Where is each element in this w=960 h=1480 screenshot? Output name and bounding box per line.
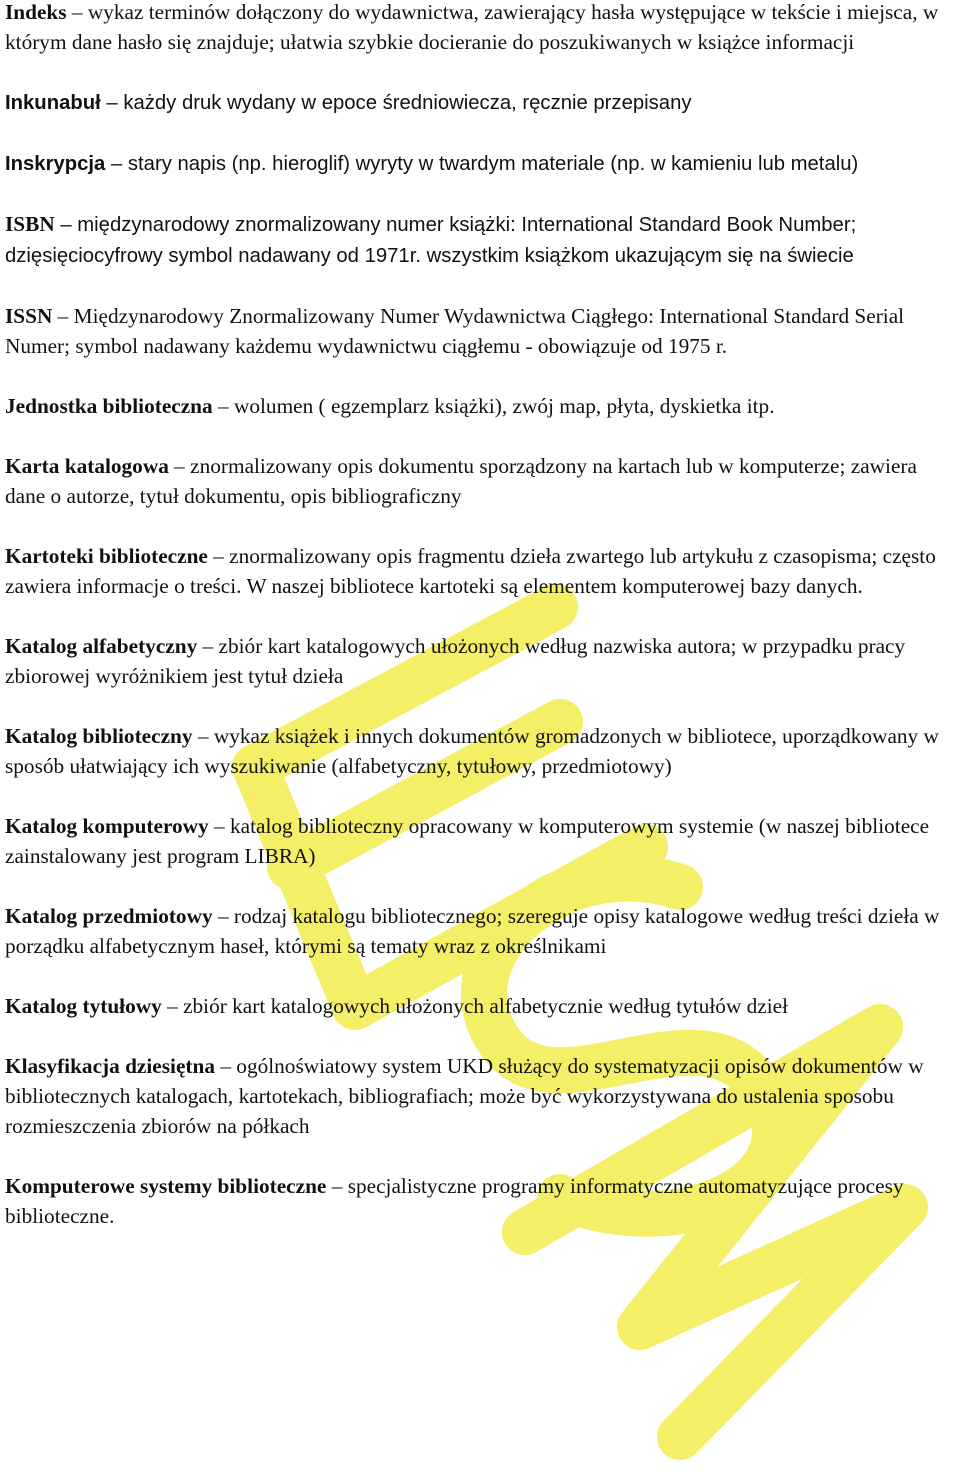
entry-definition: – znormalizowany opis dokumentu sporządzony na kartach lub w komputerze; zawiera dane o autorze, tytuł dokumentu, opis bibliograficzny xyxy=(5,454,917,508)
entry-definition: – wolumen ( egzemplarz książki), zwój map, płyta, dyskietka itp. xyxy=(212,394,775,418)
glossary-entry-katalog-biblioteczny xyxy=(5,721,954,781)
glossary-entry-katalog-komputerowy xyxy=(5,811,954,871)
entry-term: ISSN xyxy=(5,304,53,328)
entry-term: Katalog komputerowy xyxy=(5,814,209,838)
glossary-entry-inkunabul xyxy=(5,87,954,118)
glossary-entry-issn xyxy=(5,301,954,361)
entry-term: Karta katalogowa xyxy=(5,454,169,478)
glossary-entry-katalog-tytulowy xyxy=(5,991,954,1021)
entry-definition: – ogólnoświatowy system UKD służący do systematyzacji opisów dokumentów w bibliotecznych katalogach, kartotekach, bibliografiach; może być wykorzystywana do ustalenia sposobu rozmieszczenia zbiorów na półkach xyxy=(5,1054,924,1138)
entry-definition: – Międzynarodowy Znormalizowany Numer Wydawnictwa Ciągłego: International Standard Serial Numer; symbol nadawany każdemu wydawnictwu ciągłemu - obowiązuje od 1975 r. xyxy=(5,304,905,358)
entry-term: Katalog tytułowy xyxy=(5,994,162,1018)
entry-term: ISBN xyxy=(5,212,55,236)
entry-definition: – zbiór kart katalogowych ułożonych alfabetycznie według tytułów dzieł xyxy=(161,994,789,1018)
entry-term: Inskrypcja xyxy=(5,153,106,175)
entry-term: Klasyfikacja dziesiętna xyxy=(5,1054,215,1078)
entry-definition: – znormalizowany opis fragmentu dzieła zwartego lub artykułu z czasopisma; często zawiera informacje o treści. W naszej bibliotece kartoteki są elementem komputerowej bazy danych. xyxy=(5,544,936,598)
glossary-entry-katalog-przedmiotowy xyxy=(5,901,954,961)
entry-term: Katalog biblioteczny xyxy=(5,724,193,748)
entry-definition: – wykaz książek i innych dokumentów gromadzonych w bibliotece, uporządkowany w sposób ułatwiający ich wyszukiwanie (alfabetyczny, tytułowy, przedmiotowy) xyxy=(5,724,939,778)
entry-term: Kartoteki biblioteczne xyxy=(5,544,208,568)
entry-term: Katalog alfabetyczny xyxy=(5,634,198,658)
glossary-entry-katalog-alfabetyczny xyxy=(5,631,954,691)
entry-term: Indeks xyxy=(5,0,67,24)
entry-definition: – katalog biblioteczny opracowany w komputerowym systemie (w naszej bibliotece zainstalowany jest program LIBRA) xyxy=(5,814,930,868)
glossary-entry-komputerowe-systemy-biblioteczne xyxy=(5,1171,954,1231)
entry-definition: – każdy druk wydany w epoce średniowiecza, ręcznie przepisany xyxy=(100,92,692,114)
entry-term: Jednostka biblioteczna xyxy=(5,394,213,418)
glossary-entry-isbn xyxy=(5,209,954,271)
entry-definition: – stary napis (np. hieroglif) wyryty w twardym materiale (np. w kamieniu lub metalu) xyxy=(105,153,859,175)
entry-term: Inkunabuł xyxy=(5,92,101,114)
entry-definition: – międzynarodowy znormalizowany numer książki: International Standard Book Number; dzięsięciocyfrowy symbol nadawany od 1971r. wszystkim książkom ukazującym się na świecie xyxy=(5,214,857,267)
entry-definition: – rodzaj katalogu bibliotecznego; szereguje opisy katalogowe według treści dzieła w porządku alfabetycznym haseł, którymi są tematy wraz z określnikami xyxy=(5,904,940,958)
glossary-entry-inskrypcja xyxy=(5,148,954,179)
entry-term: Katalog przedmiotowy xyxy=(5,904,213,928)
glossary-entry-klasyfikacja-dziesietna xyxy=(5,1051,954,1141)
entry-term: Komputerowe systemy biblioteczne xyxy=(5,1174,327,1198)
entry-definition: – wykaz terminów dołączony do wydawnictwa, zawierający hasła występujące w tekście i miejsca, w którym dane hasło się znajduje; ułatwia szybkie docieranie do poszukiwanych w książce informacji xyxy=(5,0,939,54)
entry-definition: – zbiór kart katalogowych ułożonych według nazwiska autora; w przypadku pracy zbiorowej wyróżnikiem jest tytuł dzieła xyxy=(5,634,906,688)
glossary-entry-indeks xyxy=(5,0,954,57)
glossary-entry-karta-katalogowa xyxy=(5,451,954,511)
glossary-entry-kartoteki-biblioteczne xyxy=(5,541,954,601)
glossary-entry-jednostka-biblioteczna xyxy=(5,391,954,421)
entry-definition: – specjalistyczne programy informatyczne automatyzujące procesy biblioteczne. xyxy=(5,1174,904,1228)
